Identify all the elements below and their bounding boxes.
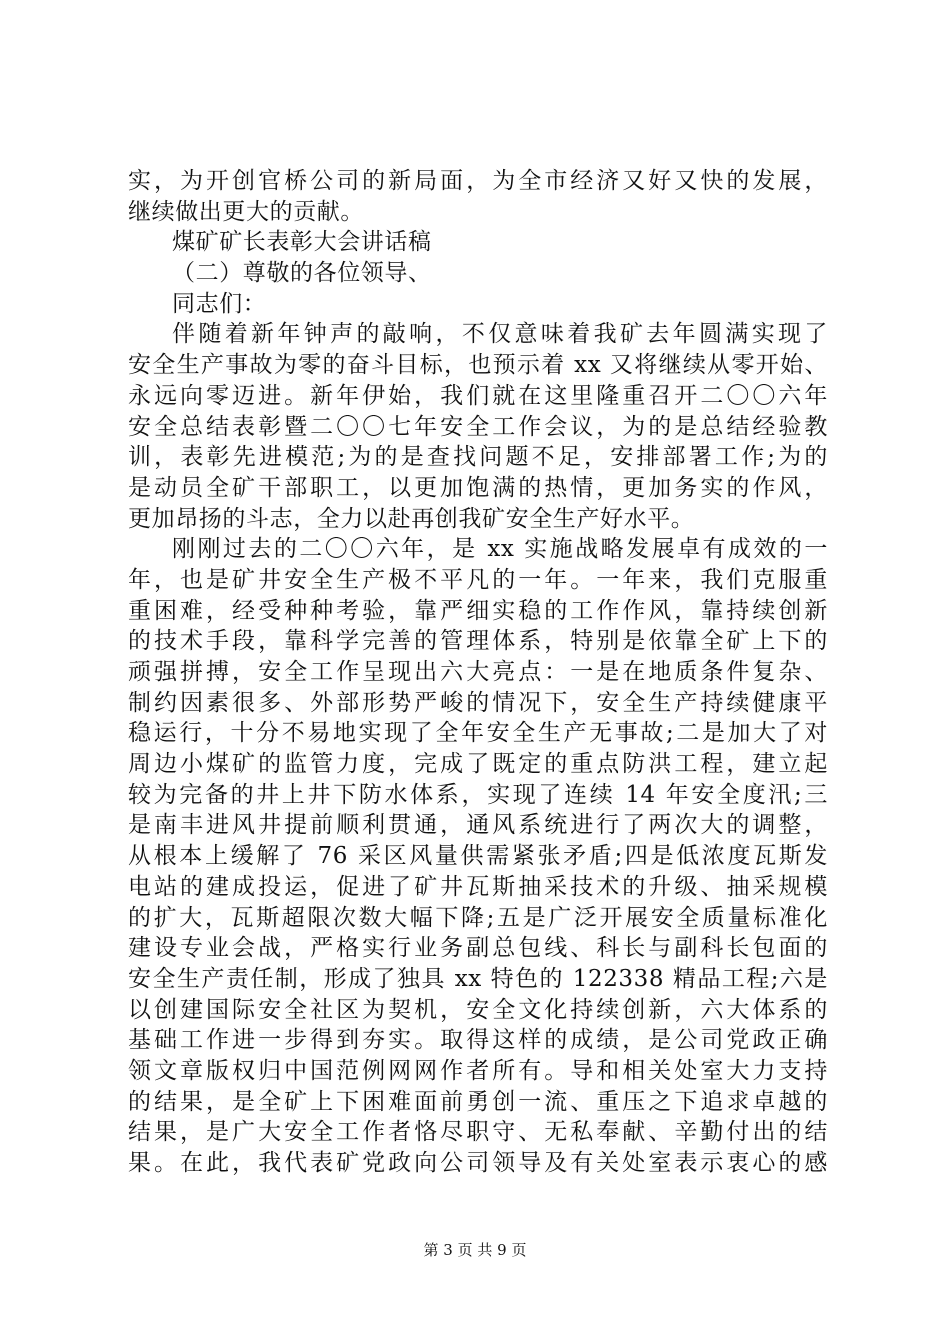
text-line: 安全生产事故为零的奋斗目标，也预示着 xx 又将继续从零开始、: [128, 352, 828, 379]
text-line: 永远向零迈进。新年伊始，我们就在这里隆重召开二〇〇六年: [128, 382, 828, 409]
text-line: 领文章版权归中国范例网网作者所有。导和相关处室大力支持: [128, 1057, 828, 1084]
text-line: （二）尊敬的各位领导、: [172, 260, 432, 287]
text-line: 的扩大，瓦斯超限次数大幅下降;五是广泛开展安全质量标准化: [128, 904, 828, 931]
text-line: 的技术手段，靠科学完善的管理体系，特别是依靠全矿上下的: [128, 628, 828, 655]
text-line: 建设专业会战，严格实行业务副总包线、科长与副科长包面的: [128, 935, 828, 962]
text-line: 安全生产责任制，形成了独具 xx 特色的 122338 精品工程;六是: [128, 965, 828, 992]
text-line: 训，表彰先进模范;为的是查找问题不足，安排部署工作;为的: [128, 444, 828, 471]
text-line: 重困难，经受种种考验，靠严细实稳的工作作风，靠持续创新: [128, 597, 828, 624]
text-line: 是动员全矿干部职工，以更加饱满的热情，更加务实的作风，: [128, 474, 828, 501]
text-line: 结果，是广大安全工作者恪尽职守、无私奉献、辛勤付出的结: [128, 1119, 828, 1146]
text-line: 更加昂扬的斗志，全力以赴再创我矿安全生产好水平。: [128, 505, 695, 532]
text-line: 煤矿矿长表彰大会讲话稿: [172, 229, 432, 256]
text-line: 年，也是矿井安全生产极不平凡的一年。一年来，我们克服重: [128, 566, 828, 593]
text-line: 实，为开创官桥公司的新局面，为全市经济又好又快的发展，: [128, 168, 828, 194]
text-line: 较为完备的井上井下防水体系，实现了连续 14 年安全度汛;三: [128, 781, 828, 808]
text-line: 从根本上缓解了 76 采区风量供需紧张矛盾;四是低浓度瓦斯发: [128, 843, 828, 870]
text-line: 的结果，是全矿上下困难面前勇创一流、重压之下追求卓越的: [128, 1088, 828, 1115]
document-body: [128, 166, 828, 1179]
text-line: 继续做出更大的贡献。: [128, 198, 364, 225]
text-line: 周边小煤矿的监管力度，完成了既定的重点防洪工程，建立起: [128, 751, 828, 778]
text-line: 果。在此，我代表矿党政向公司领导及有关处室表示衷心的感: [128, 1150, 828, 1176]
text-line: 安全总结表彰暨二〇〇七年安全工作会议，为的是总结经验教: [128, 413, 828, 440]
text-line: 制约因素很多、外部形势严峻的情况下，安全生产持续健康平: [128, 689, 828, 716]
text-line: 刚刚过去的二〇〇六年，是 xx 实施战略发展卓有成效的一: [172, 536, 828, 563]
text-line: 是南丰进风井提前顺利贯通，通风系统进行了两次大的调整，: [128, 812, 828, 839]
text-line: 顽强拼搏，安全工作呈现出六大亮点：一是在地质条件复杂、: [128, 659, 828, 685]
text-line: 电站的建成投运，促进了矿井瓦斯抽采技术的升级、抽采规模: [128, 873, 828, 900]
text-line: 伴随着新年钟声的敲响，不仅意味着我矿去年圆满实现了: [172, 321, 828, 348]
text-line: 稳运行，十分不易地实现了全年安全生产无事故;二是加大了对: [128, 720, 828, 747]
text-line: 基础工作进一步得到夯实。取得这样的成绩，是公司党政正确: [128, 1027, 828, 1054]
text-line: 以创建国际安全社区为契机，安全文化持续创新，六大体系的: [128, 996, 828, 1023]
page-footer: 第 3 页 共 9 页: [423, 1241, 527, 1259]
text-line: 同志们：: [172, 290, 267, 317]
